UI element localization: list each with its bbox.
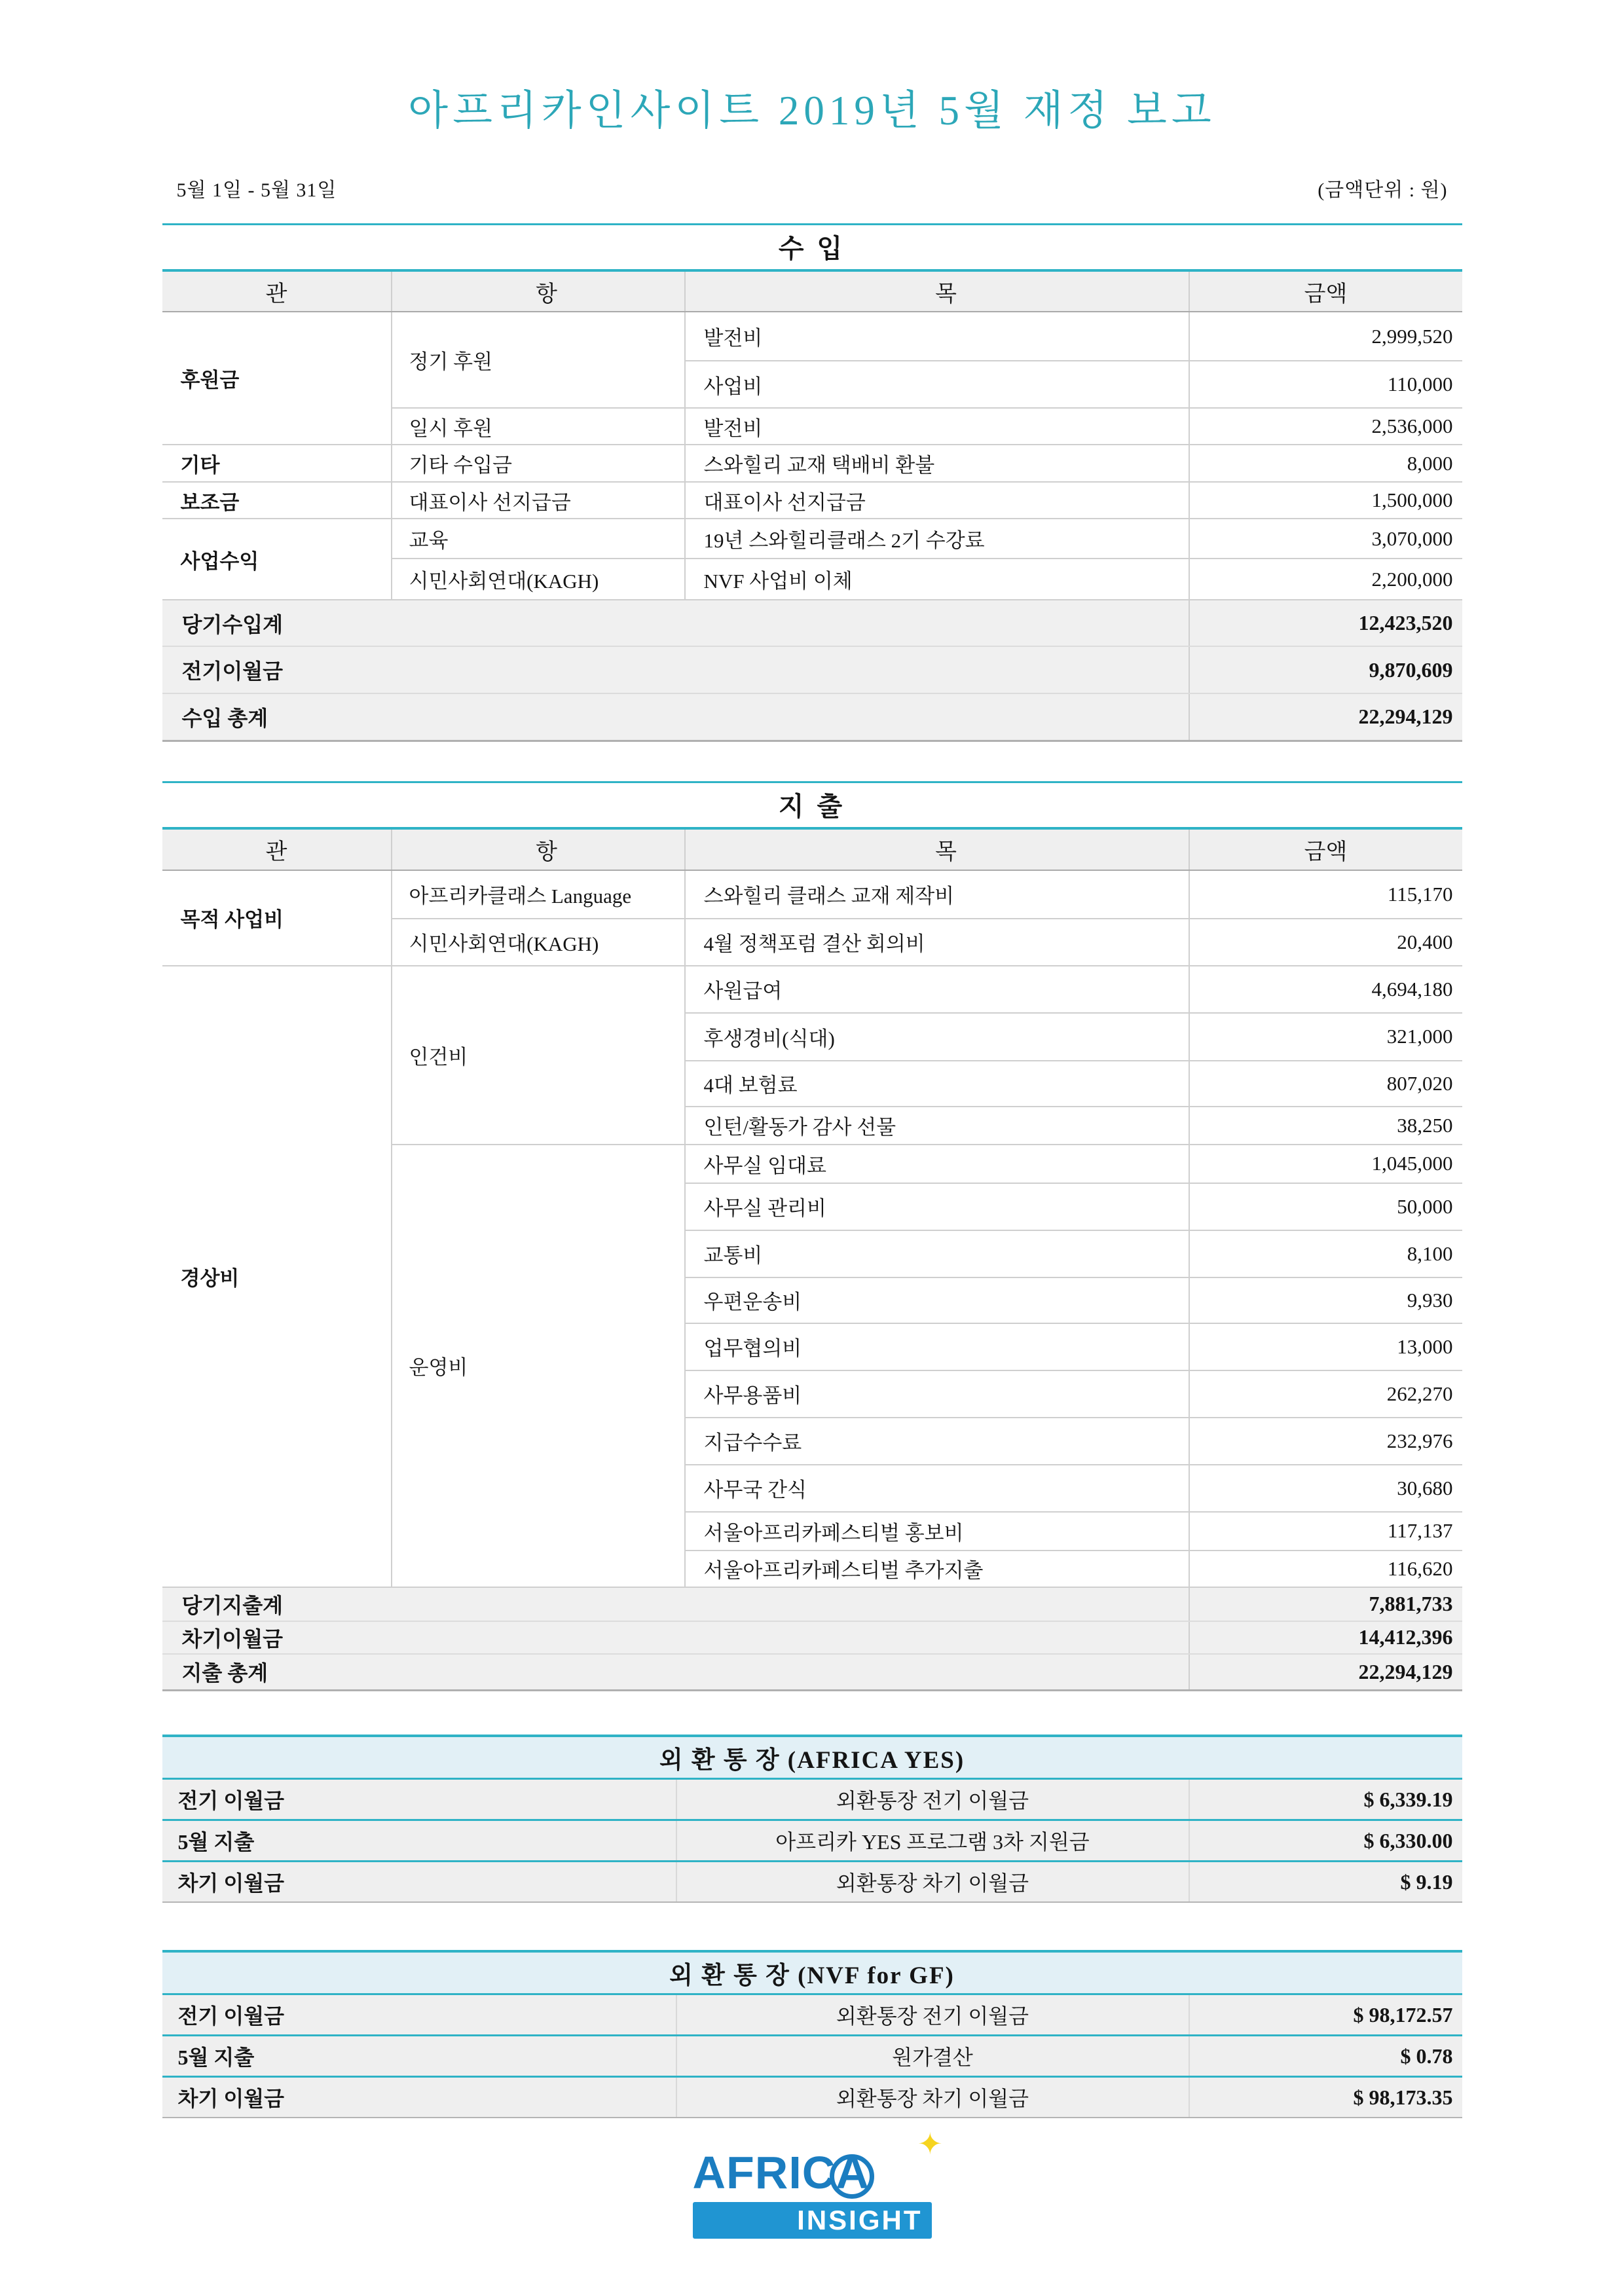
forex-row bbox=[162, 2077, 1462, 2118]
cell-amount: 8,000 bbox=[1189, 445, 1462, 482]
header-cell-hang: 항 bbox=[392, 270, 685, 312]
forex-row bbox=[162, 1994, 1462, 2036]
header-cell-amount: 금액 bbox=[1189, 270, 1462, 312]
teal-divider bbox=[162, 223, 1462, 225]
cell-mok: 사무국 간식 bbox=[685, 1465, 1189, 1512]
cell-amount: 4,694,180 bbox=[1189, 966, 1462, 1013]
cell-amount: 50,000 bbox=[1189, 1183, 1462, 1230]
income-row bbox=[162, 445, 1462, 482]
cell-mok: 서울아프리카페스티벌 추가지출 bbox=[685, 1551, 1189, 1587]
forex-desc: 아프리카 YES 프로그램 3차 지원금 bbox=[676, 1820, 1189, 1862]
forex-desc: 외환통장 차기 이월금 bbox=[676, 2077, 1189, 2118]
cell-amount: 110,000 bbox=[1189, 361, 1462, 408]
cell-hang: 인건비 bbox=[392, 966, 685, 1145]
cell-mok: 후생경비(식대) bbox=[685, 1013, 1189, 1061]
cell-mok: 인턴/활동가 감사 선물 bbox=[685, 1107, 1189, 1145]
cell-amount: 116,620 bbox=[1189, 1551, 1462, 1587]
cell-amount: 262,270 bbox=[1189, 1370, 1462, 1418]
cell-hang: 시민사회연대(KAGH) bbox=[392, 919, 685, 966]
cell-hang: 기타 수입금 bbox=[392, 445, 685, 482]
header-cell-mok: 목 bbox=[685, 828, 1189, 870]
page-title: 아프리카인사이트 2019년 5월 재정 보고 bbox=[408, 88, 1216, 134]
forex-label: 전기 이월금 bbox=[162, 1994, 676, 2036]
cell-amount: 807,020 bbox=[1189, 1061, 1462, 1107]
cell-hang: 대표이사 선지급금 bbox=[392, 482, 685, 519]
forex-amount: $ 98,173.35 bbox=[1189, 2077, 1462, 2118]
cell-mok: 19년 스와힐리클래스 2기 수강료 bbox=[685, 519, 1189, 559]
cell-mok: 사무실 임대료 bbox=[685, 1145, 1189, 1183]
forex-label: 5월 지출 bbox=[162, 1820, 676, 1862]
forex-amount: $ 6,330.00 bbox=[1189, 1820, 1462, 1862]
summary-amount: 14,412,396 bbox=[1189, 1621, 1462, 1654]
cell-mok: 우편운송비 bbox=[685, 1277, 1189, 1323]
summary-row bbox=[162, 1587, 1462, 1621]
header-cell-hang: 항 bbox=[392, 828, 685, 870]
summary-label: 당기수입계 bbox=[162, 600, 1189, 646]
header-cell-amount: 금액 bbox=[1189, 828, 1462, 870]
cell-amount: 1,500,000 bbox=[1189, 482, 1462, 519]
forex-table-nvf bbox=[162, 1950, 1462, 2118]
cell-mok: 사무용품비 bbox=[685, 1370, 1189, 1418]
org-logo bbox=[162, 2126, 1462, 2239]
cell-amount: 13,000 bbox=[1189, 1323, 1462, 1370]
cell-hang: 시민사회연대(KAGH) bbox=[392, 559, 685, 600]
logo-wordmark bbox=[692, 2126, 944, 2198]
cell-amount: 30,680 bbox=[1189, 1465, 1462, 1512]
cell-mok: 지급수수료 bbox=[685, 1418, 1189, 1465]
forex-desc: 외환통장 전기 이월금 bbox=[676, 1994, 1189, 2036]
cell-mok: 사무실 관리비 bbox=[685, 1183, 1189, 1230]
cell-hang: 일시 후원 bbox=[392, 408, 685, 445]
cell-amount: 3,070,000 bbox=[1189, 519, 1462, 559]
forex-amount: $ 6,339.19 bbox=[1189, 1779, 1462, 1820]
cell-mok: 사원급여 bbox=[685, 966, 1189, 1013]
cell-mok: 4대 보험료 bbox=[685, 1061, 1189, 1107]
income-table bbox=[162, 269, 1462, 742]
forex-amount: $ 0.78 bbox=[1189, 2036, 1462, 2077]
forex-desc: 외환통장 차기 이월금 bbox=[676, 1862, 1189, 1903]
forex-label: 차기 이월금 bbox=[162, 2077, 676, 2118]
expense-row bbox=[162, 870, 1462, 919]
teal-divider bbox=[162, 781, 1462, 783]
forex-label: 차기 이월금 bbox=[162, 1862, 676, 1903]
cell-gwan: 목적 사업비 bbox=[162, 870, 392, 966]
cell-amount: 2,999,520 bbox=[1189, 312, 1462, 361]
cell-gwan: 경상비 bbox=[162, 966, 392, 1587]
summary-amount: 22,294,129 bbox=[1189, 1654, 1462, 1691]
logo-insight-box bbox=[693, 2202, 932, 2239]
cell-mok: 업무협의비 bbox=[685, 1323, 1189, 1370]
forex-label: 전기 이월금 bbox=[162, 1779, 676, 1820]
cell-mok: 4월 정책포럼 결산 회의비 bbox=[685, 919, 1189, 966]
summary-amount: 7,881,733 bbox=[1189, 1587, 1462, 1621]
summary-label: 지출 총계 bbox=[162, 1654, 1189, 1691]
forex-row bbox=[162, 1862, 1462, 1903]
header-cell-mok: 목 bbox=[685, 270, 1189, 312]
cell-gwan: 보조금 bbox=[162, 482, 392, 519]
cell-amount: 321,000 bbox=[1189, 1013, 1462, 1061]
summary-label: 차기이월금 bbox=[162, 1621, 1189, 1654]
cell-mok: 발전비 bbox=[685, 408, 1189, 445]
expense-header-row bbox=[162, 828, 1462, 870]
cell-amount: 9,930 bbox=[1189, 1277, 1462, 1323]
expense-section-title: 지 출 bbox=[778, 791, 846, 821]
summary-label: 당기지출계 bbox=[162, 1587, 1189, 1621]
income-section-title: 수 입 bbox=[778, 234, 846, 263]
report-meta bbox=[162, 174, 1462, 202]
cell-amount: 232,976 bbox=[1189, 1418, 1462, 1465]
summary-row bbox=[162, 600, 1462, 646]
cell-mok: 발전비 bbox=[685, 312, 1189, 361]
cell-gwan: 사업수익 bbox=[162, 519, 392, 600]
cell-amount: 1,045,000 bbox=[1189, 1145, 1462, 1183]
forex-row bbox=[162, 2036, 1462, 2077]
cell-amount: 2,536,000 bbox=[1189, 408, 1462, 445]
forex-title-row bbox=[162, 1736, 1462, 1779]
forex-table-title: 외 환 통 장 (AFRICA YES) bbox=[162, 1736, 1462, 1779]
forex-desc: 외환통장 전기 이월금 bbox=[676, 1779, 1189, 1820]
forex-amount: $ 98,172.57 bbox=[1189, 1994, 1462, 2036]
africa-insight-logo bbox=[692, 2126, 944, 2239]
cell-amount: 117,137 bbox=[1189, 1512, 1462, 1551]
cell-mok: 사업비 bbox=[685, 361, 1189, 408]
logo-text-africa: AFRIC bbox=[692, 2147, 836, 2198]
forex-table-title: 외 환 통 장 (NVF for GF) bbox=[162, 1951, 1462, 1994]
cell-amount: 2,200,000 bbox=[1189, 559, 1462, 600]
cell-hang: 교육 bbox=[392, 519, 685, 559]
forex-desc: 원가결산 bbox=[676, 2036, 1189, 2077]
cell-mok: 스와힐리 교재 택배비 환불 bbox=[685, 445, 1189, 482]
cell-mok: 대표이사 선지급금 bbox=[685, 482, 1189, 519]
forex-table-africa-yes bbox=[162, 1735, 1462, 1903]
summary-row bbox=[162, 693, 1462, 741]
currency-unit-note: (금액단위 : 원) bbox=[1318, 179, 1448, 201]
summary-row bbox=[162, 1621, 1462, 1654]
summary-label: 수입 총계 bbox=[162, 693, 1189, 741]
forex-title-row bbox=[162, 1951, 1462, 1994]
forex-row bbox=[162, 1820, 1462, 1862]
cell-hang: 운영비 bbox=[392, 1145, 685, 1587]
report-content bbox=[162, 0, 1462, 2239]
forex-label: 5월 지출 bbox=[162, 2036, 676, 2077]
summary-label: 전기이월금 bbox=[162, 646, 1189, 693]
cell-mok: 서울아프리카페스티벌 홍보비 bbox=[685, 1512, 1189, 1551]
income-header-row bbox=[162, 270, 1462, 312]
header-cell-gwan: 관 bbox=[162, 270, 392, 312]
report-period: 5월 1일 - 5월 31일 bbox=[176, 179, 337, 201]
cell-hang: 정기 후원 bbox=[392, 312, 685, 408]
cell-gwan: 후원금 bbox=[162, 312, 392, 445]
expense-table bbox=[162, 827, 1462, 1692]
cell-amount: 8,100 bbox=[1189, 1230, 1462, 1277]
header-cell-gwan: 관 bbox=[162, 828, 392, 870]
logo-magnifier-a: A bbox=[836, 2147, 870, 2198]
forex-row bbox=[162, 1779, 1462, 1820]
cell-amount: 115,170 bbox=[1189, 870, 1462, 919]
sparkle-icon: ✦ bbox=[917, 2126, 944, 2161]
cell-amount: 20,400 bbox=[1189, 919, 1462, 966]
cell-hang: 아프리카클래스 Language bbox=[392, 870, 685, 919]
summary-amount: 9,870,609 bbox=[1189, 646, 1462, 693]
cell-gwan: 기타 bbox=[162, 445, 392, 482]
cell-amount: 38,250 bbox=[1189, 1107, 1462, 1145]
cell-mok: NVF 사업비 이체 bbox=[685, 559, 1189, 600]
summary-amount: 22,294,129 bbox=[1189, 693, 1462, 741]
income-row bbox=[162, 312, 1462, 361]
expense-row bbox=[162, 966, 1462, 1013]
cell-mok: 스와힐리 클래스 교재 제작비 bbox=[685, 870, 1189, 919]
summary-row bbox=[162, 646, 1462, 693]
income-row bbox=[162, 519, 1462, 559]
summary-row bbox=[162, 1654, 1462, 1691]
income-row bbox=[162, 482, 1462, 519]
forex-amount: $ 9.19 bbox=[1189, 1862, 1462, 1903]
logo-text-insight: INSIGHT bbox=[797, 2205, 923, 2235]
cell-mok: 교통비 bbox=[685, 1230, 1189, 1277]
summary-amount: 12,423,520 bbox=[1189, 600, 1462, 646]
